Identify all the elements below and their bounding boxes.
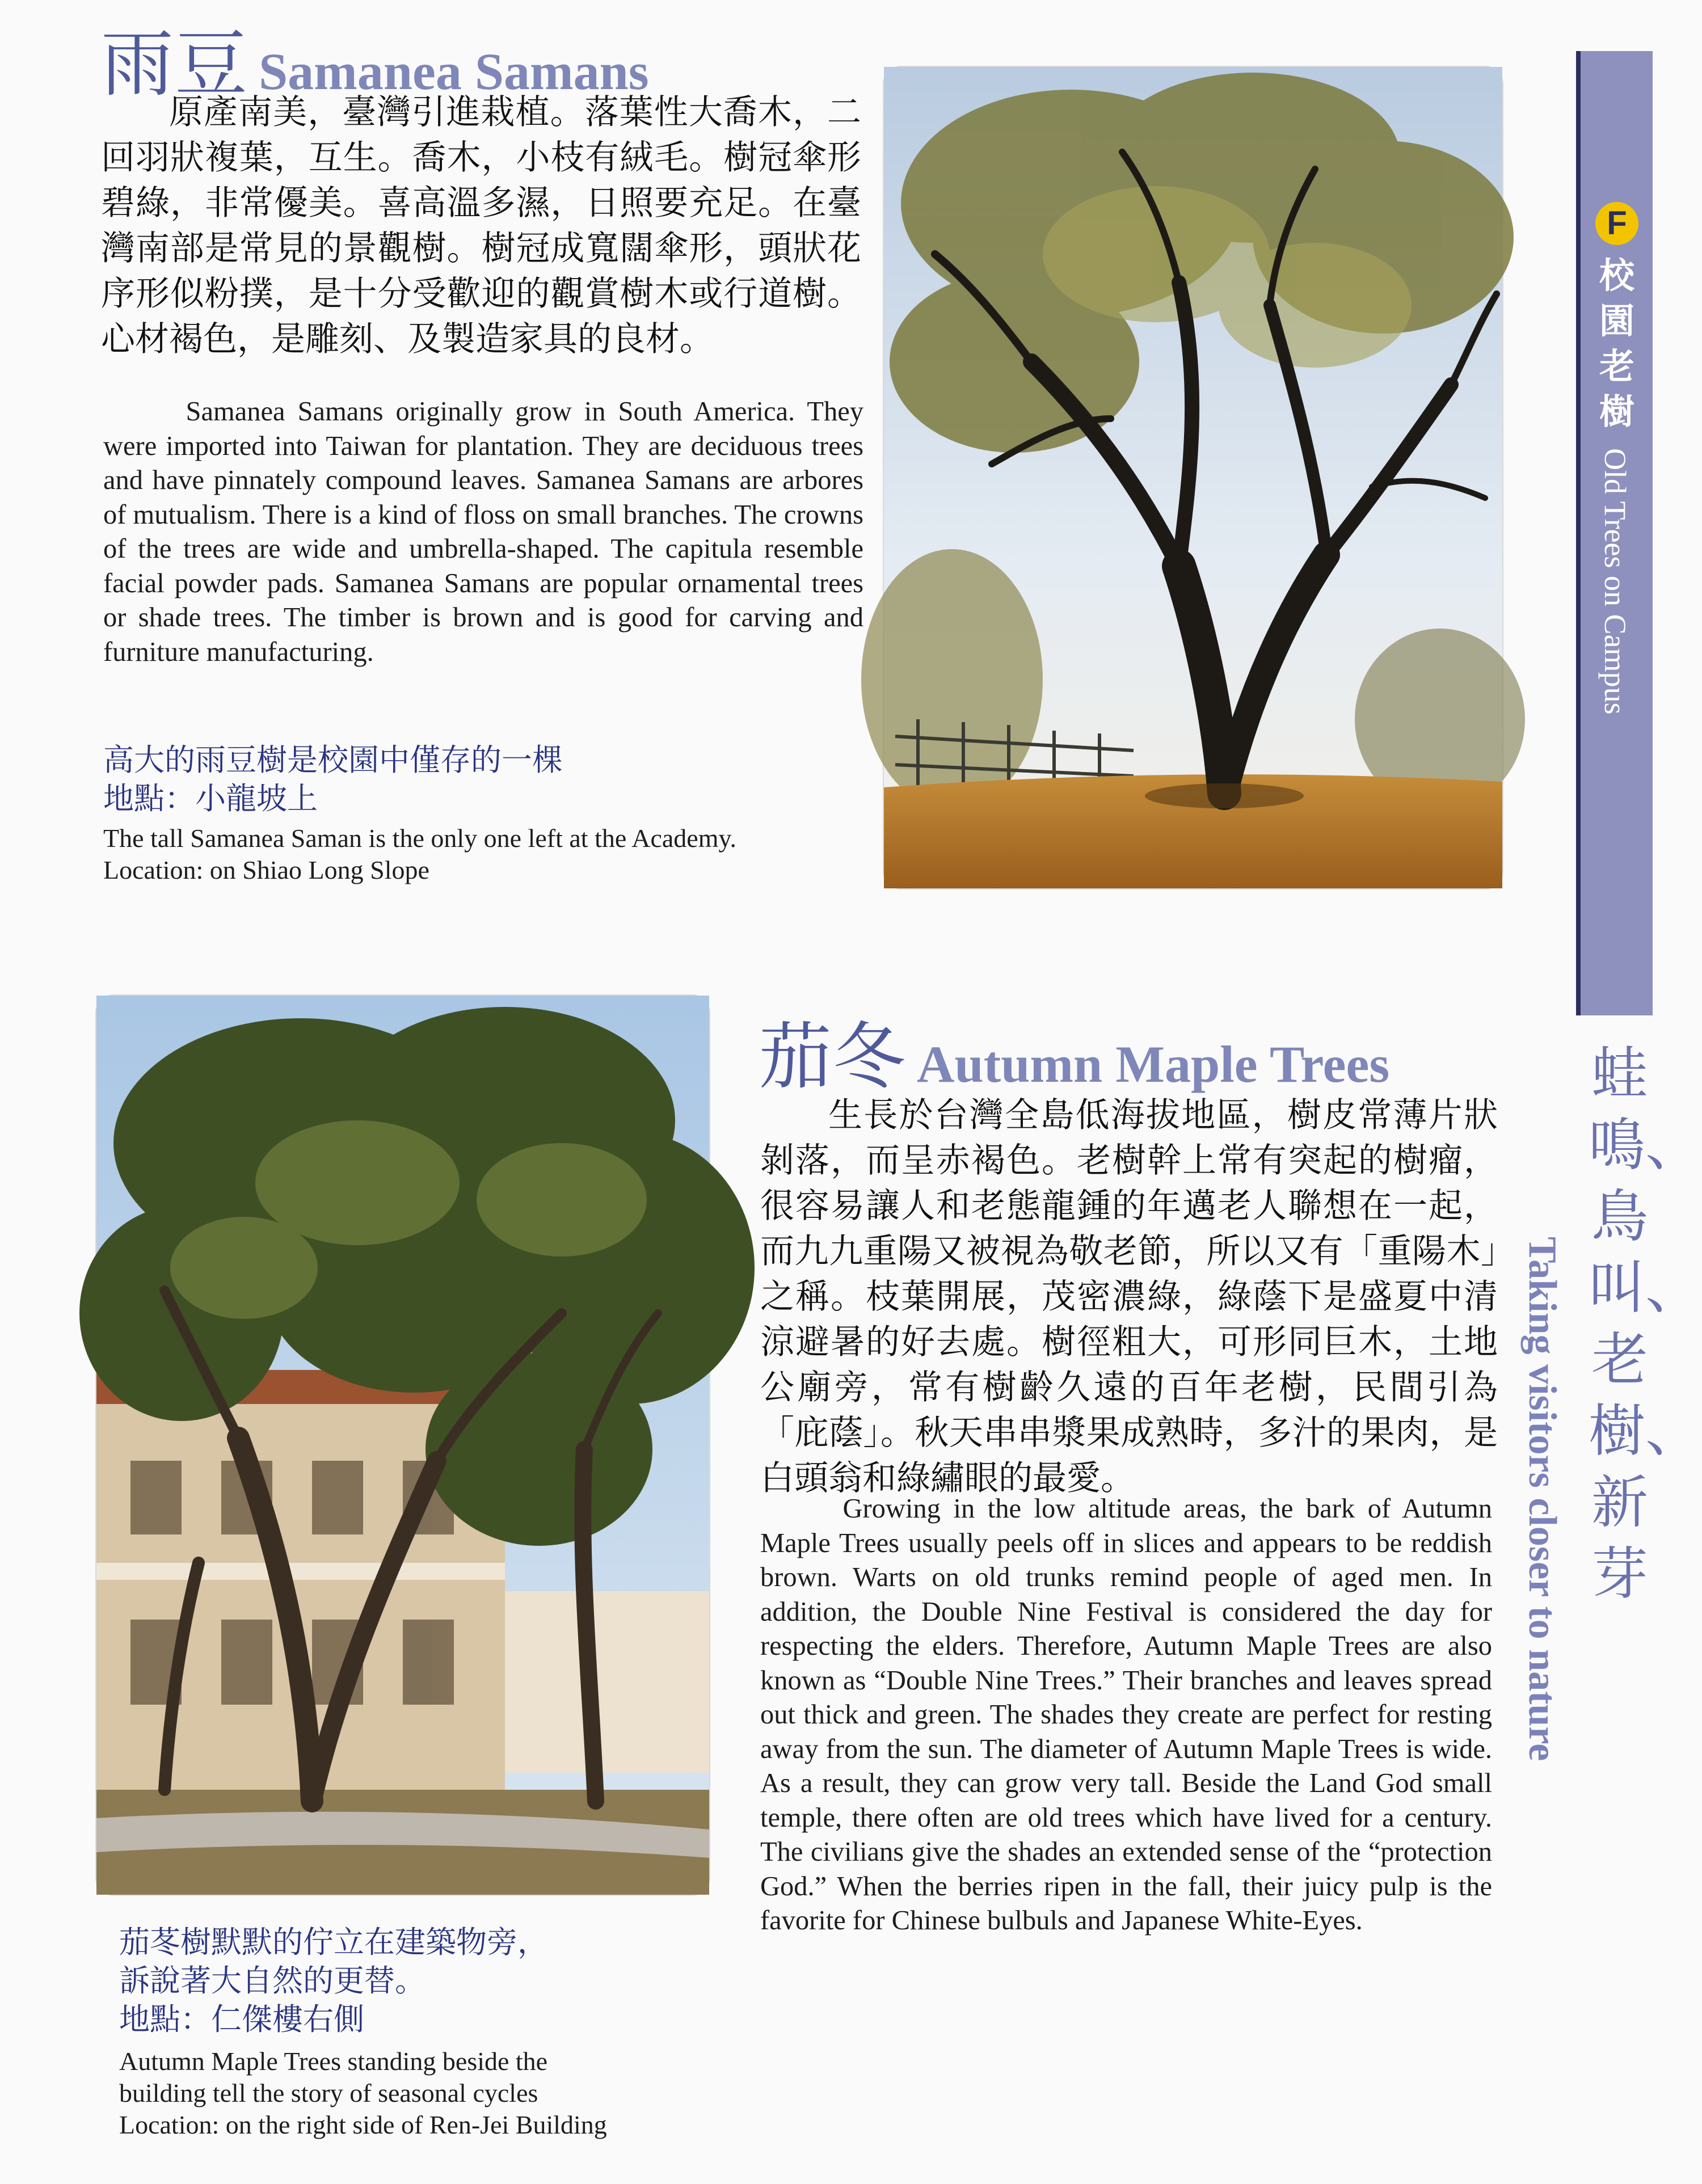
samanea-caption-en-1: The tall Samanea Saman is the only one left at the Academy. [103,824,736,853]
samanea-body-en: Samanea Samans originally grow in South America. They were imported into Taiwan for plantation. They are deciduous trees and have pinnately compound leaves. Samanea Samans are arbores of mutualism. There is a kind of floss on small branches. The crowns of the trees are wide and umbrella-shaped. The capitula resemble facial powder pads. Samanea Samans are popular ornamental trees or shade trees. The timber is brown and is good for carving and furniture manufacturing. [103,397,863,667]
maple-title-en: Autumn Maple Trees [917,1035,1390,1093]
chapter-badge: F [1595,202,1638,245]
samanea-caption-en-2: Location: on Shiao Long Slope [103,855,429,884]
samanea-body-zh: 原產南美，臺灣引進栽植。落葉性大喬木，二回羽狀複葉，互生。喬木，小枝有絨毛。樹冠傘形碧綠，非常優美。喜高溫多濕，日照要充足。在臺灣南部是常見的景觀樹。樹冠成寬闊傘形，頭狀花序形似粉撲，是十分受歡迎的觀賞樹木或行道樹。心材褐色，是雕刻、及製造家具的良材。 [101,92,861,359]
motto-zh: 蛙鳴、鳥叫、老樹、新芽 [1589,1040,1702,1607]
maple-caption-en-2: building tell the story of seasonal cycles [119,2078,538,2107]
samanea-title-en: Samanea Samans [259,43,649,100]
maple-caption [119,1923,743,2141]
maple-caption-zh-1: 茄苳樹默默的佇立在建築物旁， [119,1924,548,1960]
maple-caption-en-1: Autumn Maple Trees standing beside the [119,2047,548,2076]
chapter-title-zh: 校園老樹 [1599,255,1634,432]
motto-en: Taking visitors closer to nature [1520,1237,1564,1761]
maple-body-zh: 生長於台灣全島低海拔地區，樹皮常薄片狀剝落，而呈赤褐色。老樹幹上常有突起的樹瘤，很容易讓人和老態龍鍾的年邁老人聯想在一起，而九九重陽又被視為敬老節，所以又有「重陽木」之稱。枝葉開展，茂密濃綠，綠蔭下是盛夏中清涼避暑的好去處。樹徑粗大，可形同巨木，土地公廟旁，常有樹齡久遠的百年老樹，民間引為「庇蔭」。秋天串串漿果成熟時，多汁的果肉，是白頭翁和綠繡眼的最愛。 [760,1095,1498,1498]
samanea-caption-zh-1: 高大的雨豆樹是校園中僅存的一棵 [103,742,563,778]
chapter-title-en: Old Trees on Campus [1598,448,1632,715]
maple-title [759,998,1389,1103]
maple-caption-zh-2: 訴說著大自然的更替。 [119,1963,426,1999]
maple-photo [96,996,709,1895]
maple-body-en: Growing in the low altitude areas, the bark of Autumn Maple Trees usually peels off in slices and appears to be reddish brown. Warts on old trunks remind people of aged men. In addition, the Double Nine Festival is considered the day for respecting the elders. Therefore, Autumn Maple Trees are also known as “Double Nine Trees.” Their branches and leaves spread out thick and green. The shades they create are perfect for resting away from the sun. The diameter of Autumn Maple Trees is wide. As a result, they can grow very tall. Beside the Land God small temple, there often are old trees which have lived for a century. The civilians give the shades an extended sense of the “protection God.” When the berries ripen in the fall, their juicy pulp is the favorite for Chinese bulbuls and Japanese White-Eyes. [760,1494,1492,1936]
samanea-title-zh: 雨豆 [101,22,249,107]
maple-caption-zh-3: 地點：仁傑樓右側 [119,2001,364,2037]
maple-caption-en-3: Location: on the right side of Ren-Jei Building [119,2110,607,2139]
samanea-caption-zh-2: 地點：小龍坡上 [103,781,318,816]
samanea-caption [103,741,892,886]
samanea-photo [884,67,1502,888]
maple-title-zh: 茄冬 [759,1015,907,1099]
